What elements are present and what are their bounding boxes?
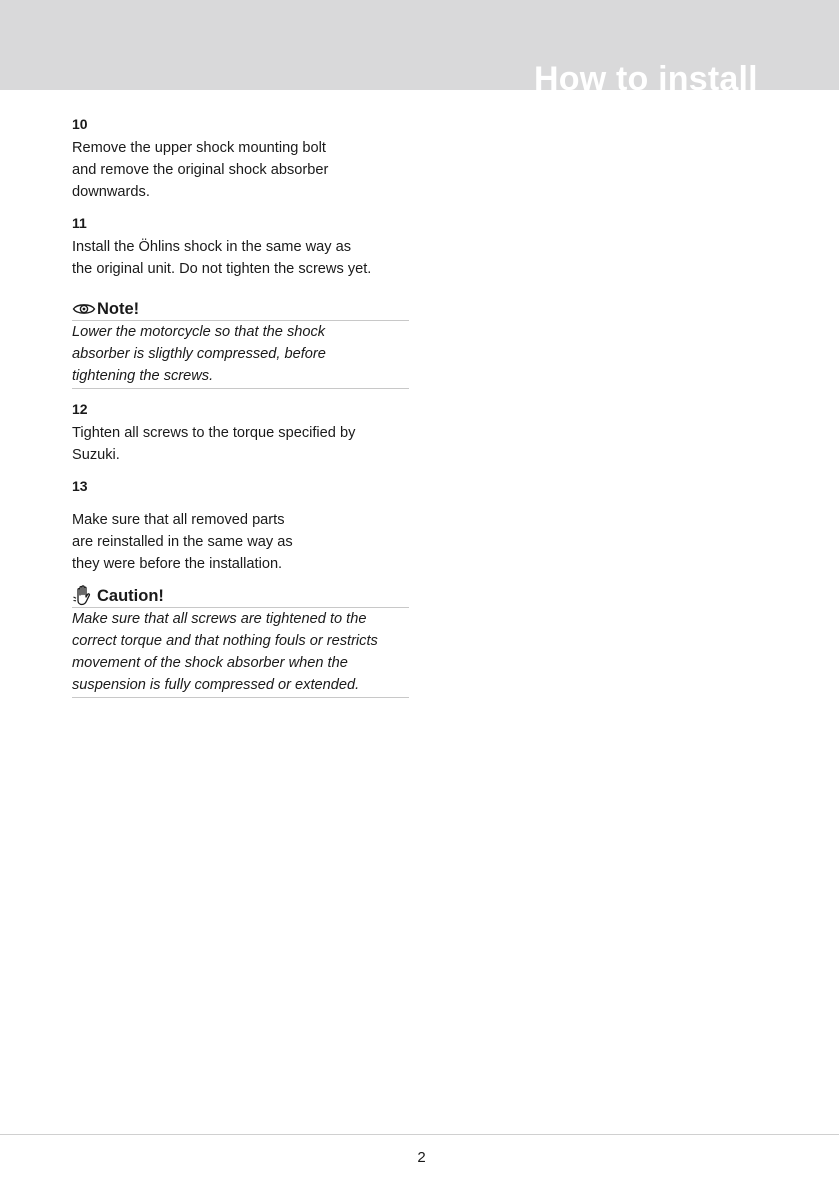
step-13	[72, 475, 409, 575]
note-text: Lower the motorcycle so that the shock absorber is sligthly compressed, before tightening the screws.	[72, 321, 409, 389]
step-12	[72, 398, 409, 466]
step-text: Make sure that all removed parts are reinstalled in the same way as they were before the installation.	[72, 512, 293, 572]
note-callout	[72, 297, 409, 389]
step-text: Install the Öhlins shock in the same way as the original unit. Do not tighten the screws yet.	[72, 239, 372, 277]
page-title: How to install	[534, 60, 758, 90]
step-text: Tighten all screws to the torque specified by Suzuki.	[72, 425, 356, 463]
caution-header	[72, 584, 409, 608]
hand-icon	[72, 584, 96, 606]
step-number: 12	[72, 401, 88, 417]
caution-text: Make sure that all screws are tightened to the correct torque and that nothing fouls or restricts movement of the shock absorber when the suspension is fully compressed or extended.	[72, 608, 409, 698]
footer-divider	[0, 1134, 839, 1135]
step-number: 11	[72, 215, 87, 231]
page-number: 2	[417, 1149, 426, 1166]
step-10	[72, 113, 409, 203]
note-title: Note!	[97, 300, 140, 318]
note-header	[72, 297, 409, 321]
step-11	[72, 212, 409, 280]
step-text: Remove the upper shock mounting bolt and remove the original shock absorber downwards.	[72, 140, 329, 200]
instructions	[72, 113, 409, 707]
eye-icon	[72, 297, 96, 319]
step-number: 13	[72, 478, 88, 494]
step-number: 10	[72, 116, 88, 132]
caution-title: Caution!	[97, 587, 164, 605]
header-band	[0, 0, 839, 90]
caution-callout	[72, 584, 409, 698]
